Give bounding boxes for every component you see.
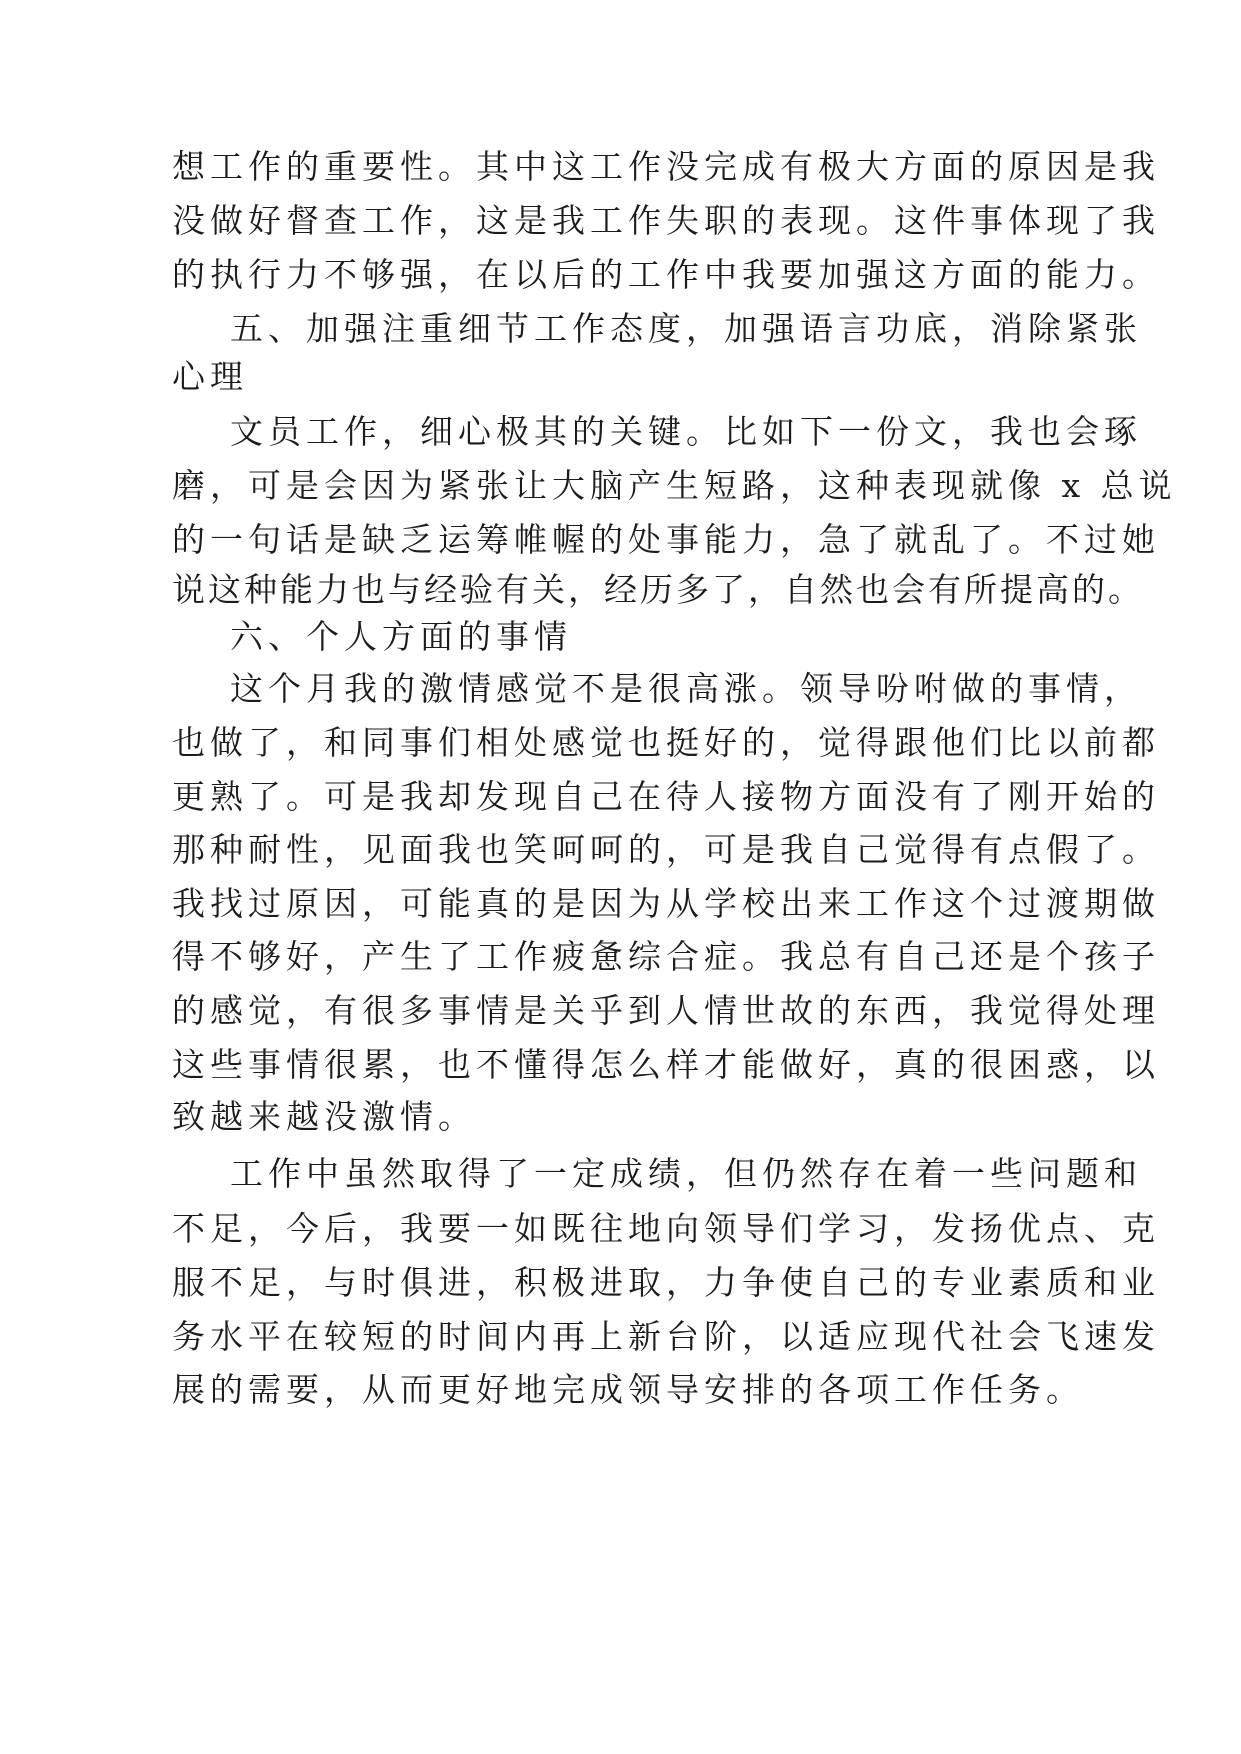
paragraph-line bbox=[0, 659, 1241, 719]
line-text: 也做了，和同事们相处感觉也挺好的，觉得跟他们比以前都 bbox=[172, 723, 1160, 762]
line-text: 更熟了。可是我却发现自己在待人接物方面没有了刚开始的 bbox=[172, 777, 1160, 816]
paragraph-line bbox=[0, 981, 1241, 1041]
paragraph-line bbox=[0, 402, 1241, 462]
paragraph-line bbox=[0, 1360, 1241, 1420]
line-text: 的感觉，有很多事情是关乎到人情世故的东西，我觉得处理 bbox=[172, 991, 1160, 1030]
section-heading bbox=[0, 347, 1241, 407]
paragraph-line bbox=[0, 191, 1241, 251]
paragraph-line bbox=[0, 1307, 1241, 1367]
line-text: 没做好督查工作，这是我工作失职的表现。这件事体现了我 bbox=[172, 201, 1160, 240]
paragraph-line bbox=[0, 1253, 1241, 1313]
line-text: 致越来越没激情。 bbox=[172, 1097, 476, 1136]
line-text: 我找过原因，可能真的是因为从学校出来工作这个过渡期做 bbox=[172, 884, 1160, 923]
line-text: 服不足，与时俱进，积极进取，力争使自己的专业素质和业 bbox=[172, 1263, 1160, 1302]
line-text: 磨，可是会因为紧张让大脑产生短路，这种表现就像 x 总说 bbox=[172, 466, 1177, 505]
line-text: 这个月我的激情感觉不是很高涨。领导吩咐做的事情， bbox=[230, 669, 1142, 708]
line-text: 不足，今后，我要一如既往地向领导们学习，发扬优点、克 bbox=[172, 1209, 1160, 1248]
paragraph-line bbox=[0, 1035, 1241, 1095]
line-text: 想工作的重要性。其中这工作没完成有极大方面的原因是我 bbox=[172, 147, 1160, 186]
heading-text: 六、个人方面的事情 bbox=[230, 617, 572, 656]
paragraph-line bbox=[0, 137, 1241, 197]
line-text: 的执行力不够强，在以后的工作中我要加强这方面的能力。 bbox=[172, 255, 1160, 294]
paragraph-line bbox=[0, 1087, 1241, 1147]
line-text: 那种耐性，见面我也笑呵呵的，可是我自己觉得有点假了。 bbox=[172, 830, 1160, 869]
paragraph-line bbox=[0, 820, 1241, 880]
section-heading bbox=[0, 607, 1241, 667]
line-text: 工作中虽然取得了一定成绩，但仍然存在着一些问题和 bbox=[230, 1154, 1142, 1193]
paragraph-line bbox=[0, 1199, 1241, 1259]
line-text: 的一句话是缺乏运筹帷幄的处事能力，急了就乱了。不过她 bbox=[172, 520, 1160, 559]
line-text: 这些事情很累，也不懂得怎么样才能做好，真的很困惑，以 bbox=[172, 1045, 1160, 1084]
line-text: 说这种能力也与经验有关，经历多了，自然也会有所提高的。 bbox=[172, 570, 1144, 609]
line-text: 展的需要，从而更好地完成领导安排的各项工作任务。 bbox=[172, 1370, 1084, 1409]
line-text: 文员工作，细心极其的关键。比如下一份文，我也会琢 bbox=[230, 412, 1142, 451]
paragraph-line bbox=[0, 1144, 1241, 1204]
line-text: 得不够好，产生了工作疲惫综合症。我总有自己还是个孩子 bbox=[172, 937, 1160, 976]
heading-text: 五、加强注重细节工作态度，加强语言功底，消除紧张 bbox=[230, 309, 1142, 348]
paragraph-line bbox=[0, 245, 1241, 305]
paragraph-line bbox=[0, 927, 1241, 987]
paragraph-line bbox=[0, 767, 1241, 827]
paragraph-line bbox=[0, 874, 1241, 934]
line-text: 务水平在较短的时间内再上新台阶，以适应现代社会飞速发 bbox=[172, 1317, 1160, 1356]
heading-text: 心理 bbox=[172, 357, 248, 396]
paragraph-line bbox=[0, 456, 1241, 516]
paragraph-line bbox=[0, 713, 1241, 773]
